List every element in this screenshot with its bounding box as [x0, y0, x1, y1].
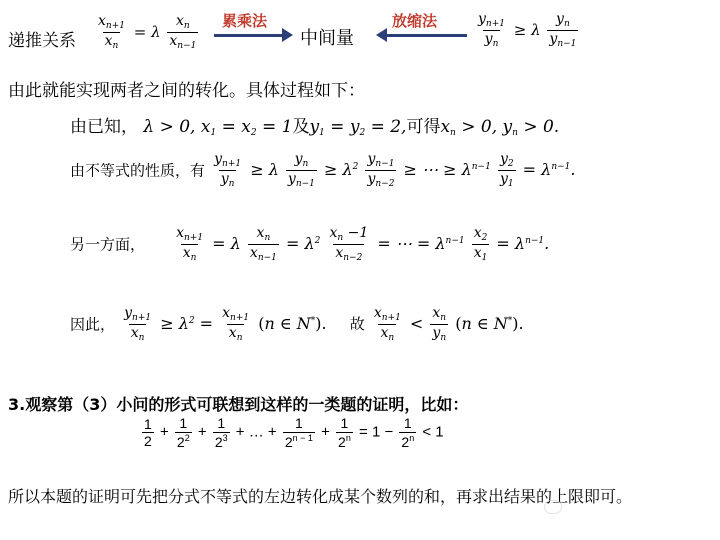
intermediate-label: 中间量	[300, 28, 354, 49]
step4-middle: 故	[349, 315, 365, 334]
step3-prefix: 另一方面，	[70, 235, 146, 254]
sum-example: $\frac{1}{2}$ + $\frac{1}{2^2}$ + $\frac{1}{2^3}$ + … + $\frac{1}{2^{n - 1}}$ + $\frac{1}{2^n}$ = 1 − $\frac{1}{2^n}$ < 1	[144, 415, 444, 450]
step3-line: 另一方面， $\frac{x_{n+1}}{x_n}$ = λ $\frac{x_n}{x_{n-1}}$ = $\lambda^2$ $\frac{x_n -1}{x_{n-2}}$ = ⋯ = $\lambda^{n-1}$ $\frac{x_2}{x_1}$ = $\lambda^{n-1}$.	[70, 225, 550, 264]
scaling-formula: $\frac{y_{n+1}}{y_n}$ ≥ λ $\frac{y_n}{y_{n-1}}$	[478, 11, 577, 50]
observation-text: 3.观察第（3）小问的形式可联想到这样的一类题的证明，比如：	[8, 395, 469, 414]
conclusion-text: 所以本题的证明可先把分式不等式的左边转化成某个数列的和，再求出结果的上限即可。	[8, 487, 633, 506]
step4-prefix: 因此，	[70, 315, 116, 334]
step2-line: 由不等式的性质，有 $\frac{y_{n+1}}{y_n}$ ≥ λ $\frac{y_n}{y_{n-1}}$ ≥ $\lambda^2$ $\frac{y_{n-1}}{y_{n-2}}$ ≥ ⋯ ≥ $\lambda^{n-1}$ $\frac{y_2}{y_1}$ = $\lambda^{n-1}$.	[70, 151, 576, 190]
step1-line: 由已知， λ > 0, $x_1 = x_2 = 1$及$y_1 = y_2 = 2$,可得$x_n > 0$, $y_n > 0$.	[70, 117, 560, 138]
right-arrow-head	[282, 28, 293, 42]
recurrence-formula: $\frac{x_{n+1}}{x_n}$ = λ $\frac{x_n}{x_{n-1}}$	[98, 13, 197, 52]
scaling-method-label: 放缩法	[392, 12, 438, 30]
recurrence-label: 递推关系	[8, 31, 76, 51]
right-arrow-line	[214, 34, 282, 37]
transition-text: 由此就能实现两者之间的转化。具体过程如下：	[8, 81, 365, 101]
watermark-icon	[544, 500, 562, 514]
left-arrow-line	[387, 34, 467, 37]
step4-line: 因此， $\frac{y_{n+1}}{x_n}$ ≥ $\lambda^2$ = $\frac{x_{n+1}}{x_n}$ (n ∈ N*). 故 $\frac{x_{n+1}}{x_n}$ < $\frac{x_n}{y_n}$ (n ∈ N*).	[70, 305, 524, 344]
left-arrow-head	[376, 28, 387, 42]
step2-prefix: 由不等式的性质，有	[70, 161, 206, 180]
step1-prefix: 由已知，	[70, 117, 138, 137]
cumulative-product-label: 累乘法	[222, 12, 268, 30]
